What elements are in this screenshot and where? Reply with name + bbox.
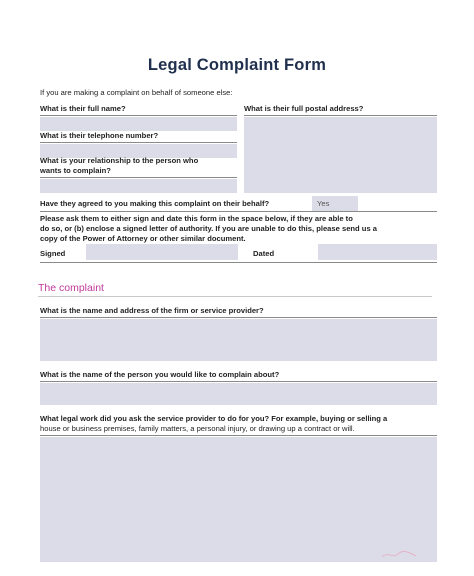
agreed-field[interactable] (312, 196, 358, 211)
complaint-section-divider (38, 296, 432, 297)
instructions-line2: do so, or (b) enclose a signed letter of authority. If you are unable to do this, please send us a (40, 224, 377, 233)
person-field[interactable] (40, 383, 437, 405)
work-label-line2: house or business premises, family matters, a personal injury, or drawing up a contract or will. (40, 424, 355, 433)
firm-rule (40, 317, 437, 318)
work-rule (40, 435, 437, 436)
instructions-line3: copy of the Power of Attorney or other similar document. (40, 234, 246, 243)
person-rule (40, 381, 437, 382)
postal-address-label: What is their full postal address? (244, 104, 364, 113)
telephone-label: What is their telephone number? (40, 131, 159, 140)
signed-rule (40, 262, 437, 263)
agreed-rule (40, 211, 437, 212)
dated-label: Dated (253, 249, 275, 258)
intro-text: If you are making a complaint on behalf of someone else: (40, 88, 233, 97)
firm-field[interactable] (40, 319, 437, 361)
instructions-line1: Please ask them to either sign and date this form in the space below, if they are able to (40, 214, 353, 223)
page-title: Legal Complaint Form (147, 56, 327, 74)
full-name-rule (40, 115, 237, 116)
work-label-line1: What legal work did you ask the service provider to do for you? For example, buying or selling a (40, 414, 388, 423)
full-name-field[interactable] (40, 117, 237, 131)
complaint-section-heading: The complaint (38, 282, 104, 294)
full-name-label: What is their full name? (40, 104, 126, 113)
postal-address-field[interactable] (244, 117, 437, 193)
postal-address-rule (244, 115, 437, 116)
relationship-rule (40, 177, 237, 178)
person-label: What is the name of the person you would like to complain about? (40, 370, 280, 379)
agreed-value: Yes (317, 199, 330, 208)
relationship-label-line2: wants to complain? (40, 166, 111, 175)
relationship-field[interactable] (40, 179, 237, 193)
signed-label: Signed (40, 249, 66, 258)
firm-label: What is the name and address of the firm or service provider? (40, 306, 264, 315)
dated-field[interactable] (318, 244, 437, 260)
telephone-rule (40, 142, 237, 143)
work-field[interactable] (40, 437, 437, 562)
relationship-label-line1: What is your relationship to the person who (40, 156, 199, 165)
agreed-label: Have they agreed to you making this complaint on their behalf? (40, 199, 270, 208)
scribble-mark (380, 548, 420, 560)
signed-field[interactable] (86, 244, 238, 260)
